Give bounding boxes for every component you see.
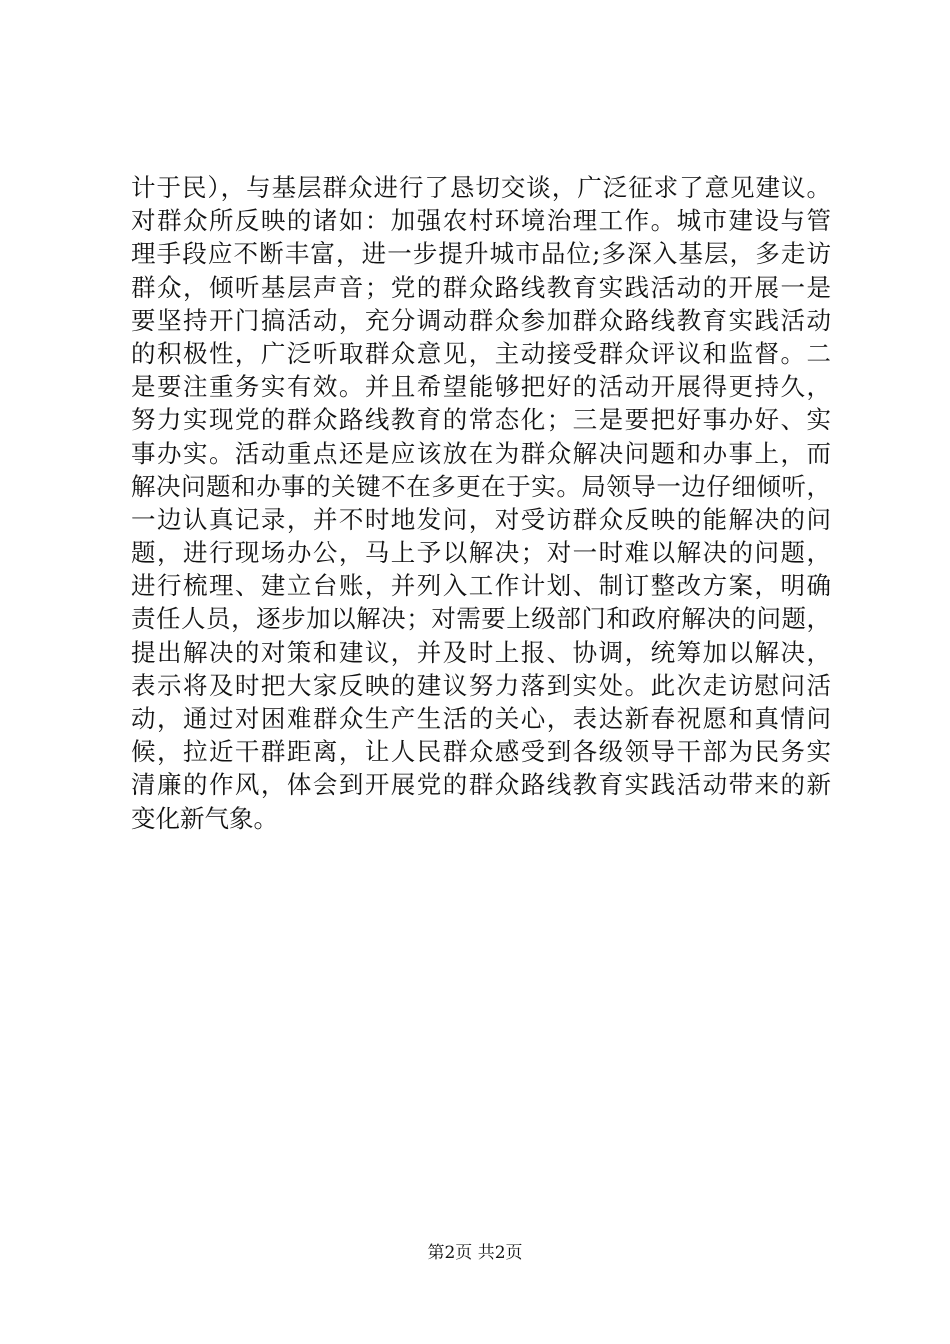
paragraph-line: 计于民），与基层群众进行了恳切交谈，广泛征求了意见建议。 [131, 173, 831, 202]
paragraph-line: 事办实。活动重点还是应该放在为群众解决问题和办事上，而 [131, 438, 831, 468]
page-footer: 第2页 共2页 [427, 1243, 523, 1263]
paragraph-line: 的积极性，广泛听取群众意见，主动接受群众评议和监督。二 [131, 338, 831, 368]
paragraph-line: 变化新气象。 [131, 803, 278, 833]
paragraph-line: 群众，倾听基层声音；党的群众路线教育实践活动的开展一是 [131, 272, 831, 302]
paragraph-line: 一边认真记录，并不时地发问，对受访群众反映的能解决的问 [131, 504, 831, 534]
body-paragraph [131, 171, 831, 835]
paragraph-line: 清廉的作风，体会到开展党的群众路线教育实践活动带来的新 [131, 770, 831, 800]
paragraph-line: 提出解决的对策和建议，并及时上报、协调，统筹加以解决， [131, 637, 831, 667]
paragraph-line: 对群众所反映的诸如：加强农村环境治理工作。城市建设与管 [131, 206, 831, 236]
paragraph-line: 努力实现党的群众路线教育的常态化；三是要把好事办好、实 [131, 405, 831, 435]
paragraph-line: 题，进行现场办公，马上予以解决；对一时难以解决的问题， [131, 538, 831, 568]
paragraph-line: 表示将及时把大家反映的建议努力落到实处。此次走访慰问活 [131, 670, 831, 700]
paragraph-line: 理手段应不断丰富，进一步提升城市品位;多深入基层，多走访 [131, 239, 831, 269]
paragraph-line: 进行梳理、建立台账，并列入工作计划、制订整改方案，明确 [131, 571, 831, 601]
paragraph-line: 动，通过对困难群众生产生活的关心，表达新春祝愿和真情问 [131, 704, 831, 733]
paragraph-line: 是要注重务实有效。并且希望能够把好的活动开展得更持久， [131, 372, 831, 402]
paragraph-line: 解决问题和办事的关键不在多更在于实。局领导一边仔细倾听， [131, 471, 831, 501]
paragraph-line: 责任人员，逐步加以解决；对需要上级部门和政府解决的问题， [131, 604, 831, 634]
paragraph-line: 候，拉近干群距离，让人民群众感受到各级领导干部为民务实 [131, 737, 831, 767]
paragraph-line: 要坚持开门搞活动，充分调动群众参加群众路线教育实践活动 [131, 305, 831, 335]
